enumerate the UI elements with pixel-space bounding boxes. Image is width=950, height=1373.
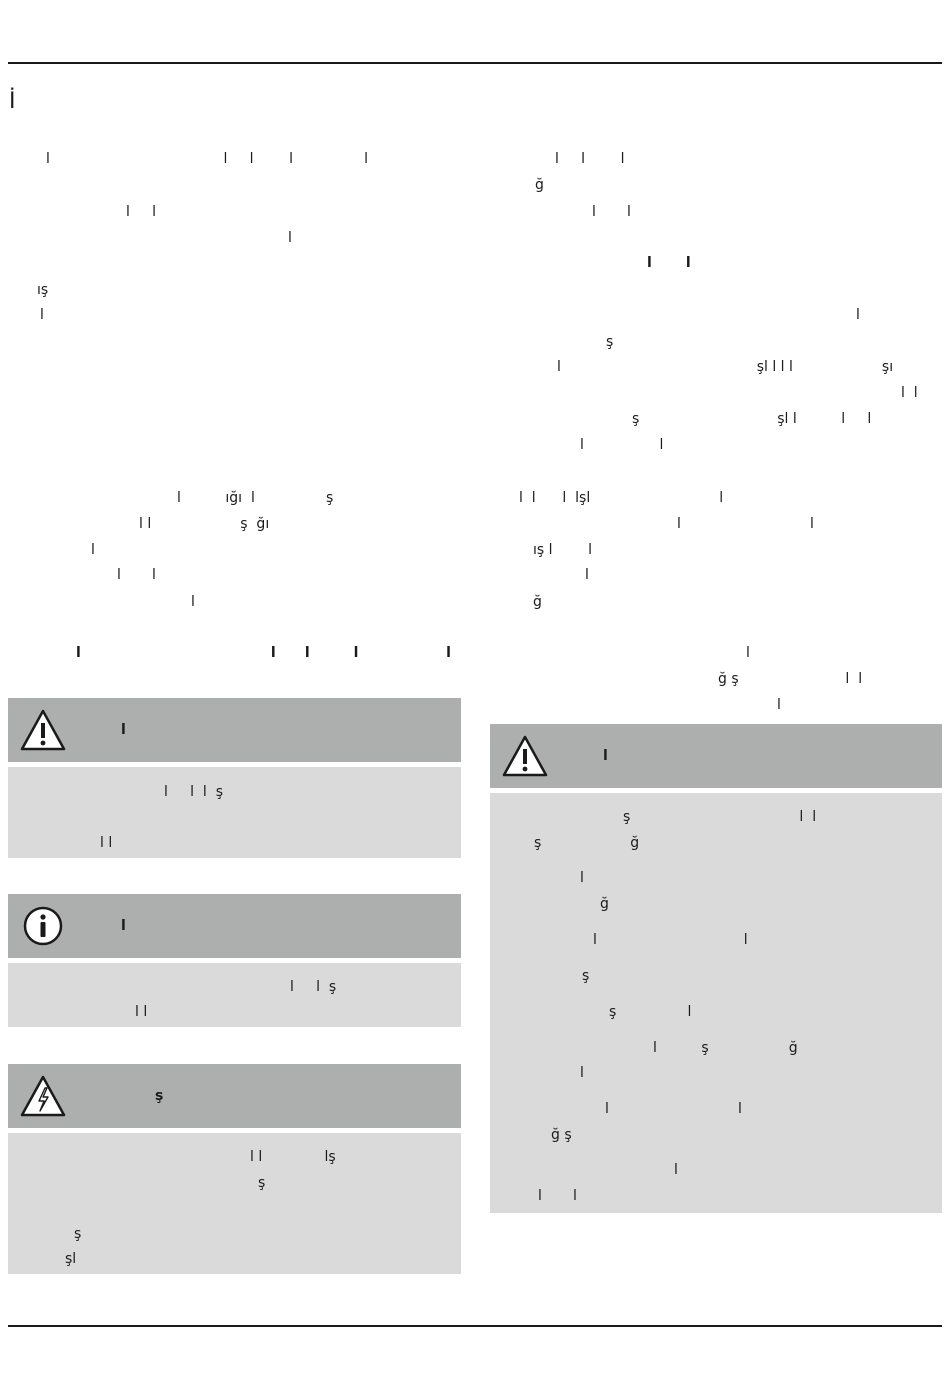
warning-box-body	[8, 767, 461, 858]
text-line: l l	[647, 255, 691, 271]
warning-triangle-icon	[20, 708, 66, 752]
text-line: ş	[606, 334, 614, 350]
warning-triangle-icon	[502, 734, 548, 778]
warning-box-body	[490, 793, 942, 1213]
text-line: l l l l l	[76, 645, 451, 661]
box-text-line: l	[580, 1065, 584, 1081]
warning-box-header	[8, 698, 461, 762]
box-text-line: l	[580, 870, 584, 886]
box-title: l	[121, 918, 126, 934]
box-title: l	[121, 722, 126, 738]
info-box-body	[8, 963, 461, 1027]
box-text-line: ğ	[600, 896, 609, 912]
info-box-header	[8, 894, 461, 958]
box-text-line: l l	[135, 1004, 148, 1020]
box-text-line: l l	[605, 1101, 742, 1117]
box-text-line: ş	[74, 1226, 82, 1242]
box-text-line: ş ğ	[534, 835, 640, 851]
box-text-line: l l	[538, 1188, 577, 1204]
box-text-line: l ş ğ	[653, 1040, 798, 1056]
box-text-line: l l ş	[290, 979, 337, 995]
text-line: l	[746, 645, 750, 661]
text-line: l l l l l	[46, 151, 369, 167]
box-text-line: ş	[258, 1175, 266, 1191]
text-line: l l	[677, 516, 814, 532]
box-title: l	[603, 748, 608, 764]
text-line: ğ	[535, 177, 544, 193]
text-line: l l ş ğı	[139, 516, 270, 532]
warning-box-header	[490, 724, 942, 788]
electric-hazard-icon	[20, 1074, 66, 1118]
box-text-line: l	[674, 1162, 678, 1178]
text-line: ış l l	[533, 542, 593, 558]
box-text-line: l l	[593, 932, 748, 948]
text-line: l	[856, 307, 860, 323]
box-text-line: ğ ş	[551, 1127, 572, 1143]
text-line: l l l	[555, 151, 625, 167]
text-line: ğ	[533, 594, 542, 610]
box-text-line: ş	[582, 968, 590, 984]
text-line: l l l lşl l	[519, 490, 724, 506]
text-line: l l	[117, 567, 156, 583]
box-text-line: l l	[100, 835, 113, 851]
text-line: ş şl l l l	[632, 411, 872, 427]
text-line: l	[191, 594, 195, 610]
box-text-line: l l l ş	[164, 784, 224, 800]
info-circle-icon	[20, 904, 66, 948]
text-line: l l	[580, 437, 664, 453]
box-title: ş	[155, 1088, 164, 1104]
text-line: l	[585, 567, 589, 583]
text-line: l l	[592, 204, 631, 220]
text-line: l şl l l l şı	[557, 359, 894, 375]
section-heading: İ	[9, 89, 16, 114]
hazard-box-body	[8, 1133, 461, 1274]
text-line: l	[288, 230, 292, 246]
bottom-rule	[8, 1325, 942, 1327]
box-text-line: şl	[65, 1251, 77, 1267]
text-line: l l	[901, 385, 918, 401]
text-line: l l	[126, 204, 157, 220]
box-text-line: ş l l	[623, 809, 817, 825]
text-line: ğ ş l l	[718, 671, 863, 687]
hazard-box-header	[8, 1064, 461, 1128]
box-text-line: ş l	[609, 1004, 692, 1020]
text-line: l	[777, 697, 781, 713]
text-line: l	[91, 542, 95, 558]
text-line: ış	[37, 282, 49, 298]
text-line: l	[40, 307, 44, 323]
top-rule	[8, 62, 942, 64]
box-text-line: l l lş	[250, 1149, 336, 1165]
text-line: l ığı l ş	[177, 490, 334, 506]
